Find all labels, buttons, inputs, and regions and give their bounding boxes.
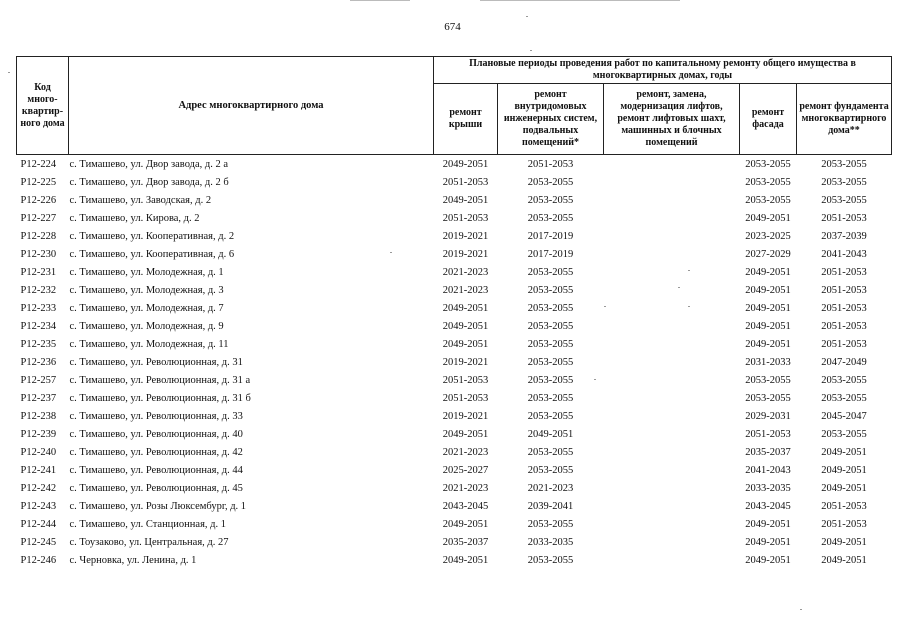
cell-address: с. Тимашево, ул. Революционная, д. 42: [69, 446, 243, 458]
cell-facade: 2049-2051: [745, 266, 791, 278]
cell-foundation: 2053-2055: [821, 176, 867, 188]
cell-address: с. Тимашево, ул. Революционная, д. 31: [69, 356, 243, 368]
cell-lifts: [604, 407, 740, 425]
cell-lifts: [604, 263, 740, 281]
cell-foundation: 2051-2053: [821, 338, 867, 350]
header-planned-periods: Плановые периоды проведения работ по капитальному ремонту общего имущества в многоквартирных домах, годы: [434, 57, 892, 84]
cell-roof: 2043-2045: [442, 500, 489, 512]
cell-address: с. Тимашево, ул. Двор завода, д. 2 а: [69, 158, 229, 170]
cell-code: Р12-228: [20, 230, 57, 242]
cell-address: с. Тимашево, ул. Молодежная, д. 3: [69, 284, 224, 296]
cell-code: Р12-232: [20, 284, 57, 296]
table-row: [17, 209, 892, 227]
scan-speck: [678, 287, 680, 288]
table-row: [17, 191, 892, 209]
cell-foundation: 2053-2055: [821, 374, 867, 386]
cell-roof: 2035-2037: [442, 536, 489, 548]
cell-foundation: 2053-2055: [821, 428, 867, 440]
table-row: [17, 317, 892, 335]
cell-systems: 2017-2019: [527, 230, 574, 242]
cell-systems: 2051-2053: [527, 158, 574, 170]
cell-foundation: 2049-2051: [821, 446, 867, 458]
cell-lifts: [604, 461, 740, 479]
table-row: [17, 353, 892, 371]
cell-systems: 2053-2055: [527, 356, 574, 368]
scan-edge-line-right: [480, 0, 680, 1]
cell-address: с. Тимашево, ул. Революционная, д. 31 а: [69, 374, 251, 386]
cell-systems: 2053-2055: [527, 302, 574, 314]
cell-foundation: 2053-2055: [821, 194, 867, 206]
cell-facade: 2027-2029: [745, 248, 791, 260]
cell-facade: 2029-2031: [745, 410, 791, 422]
header-house-code: Код много-квартир-ного дома: [17, 57, 69, 155]
cell-facade: 2053-2055: [745, 392, 791, 404]
scan-speck: [530, 50, 532, 51]
cell-roof: 2019-2021: [442, 248, 489, 260]
cell-facade: 2051-2053: [745, 428, 791, 440]
scan-speck: [604, 306, 606, 307]
cell-roof: 2021-2023: [442, 446, 489, 458]
capital-repair-schedule-table: [16, 56, 892, 569]
cell-facade: 2053-2055: [745, 176, 791, 188]
cell-facade: 2033-2035: [745, 482, 791, 494]
cell-foundation: 2049-2051: [821, 554, 867, 566]
cell-facade: 2023-2025: [745, 230, 791, 242]
cell-address: с. Тимашево, ул. Революционная, д. 40: [69, 428, 243, 440]
header-lifts-repair: ремонт, замена, модернизация лифтов, ремонт лифтовых шахт, машинных и блочных помещений: [604, 84, 740, 155]
table-row: [17, 389, 892, 407]
cell-code: Р12-239: [20, 428, 57, 440]
scan-speck: [8, 72, 10, 73]
cell-roof: 2019-2021: [442, 410, 489, 422]
cell-address: с. Тимашево, ул. Кооперативная, д. 6: [69, 248, 235, 260]
cell-lifts: [604, 173, 740, 191]
scan-speck: [390, 252, 392, 253]
cell-systems: 2053-2055: [527, 554, 574, 566]
cell-roof: 2049-2051: [442, 518, 489, 530]
header-roof-repair: ремонт крыши: [434, 84, 498, 155]
cell-code: Р12-236: [20, 356, 57, 368]
cell-lifts: [604, 227, 740, 245]
cell-facade: 2049-2051: [745, 338, 791, 350]
cell-systems: 2053-2055: [527, 518, 574, 530]
cell-lifts: [604, 479, 740, 497]
cell-code: Р12-240: [20, 446, 57, 458]
table-row: [17, 425, 892, 443]
cell-roof: 2019-2021: [442, 356, 489, 368]
cell-code: Р12-233: [20, 302, 57, 314]
cell-roof: 2051-2053: [442, 212, 489, 224]
cell-code: Р12-243: [20, 500, 57, 512]
cell-facade: 2049-2051: [745, 320, 791, 332]
table-row: [17, 263, 892, 281]
scan-edge-line-left: [350, 0, 410, 1]
cell-lifts: [604, 443, 740, 461]
cell-address: с. Тимашево, ул. Розы Люксембург, д. 1: [69, 500, 247, 512]
cell-code: Р12-244: [20, 518, 57, 530]
cell-facade: 2053-2055: [745, 194, 791, 206]
cell-foundation: 2051-2053: [821, 500, 867, 512]
cell-facade: 2049-2051: [745, 302, 791, 314]
table-row: [17, 299, 892, 317]
cell-facade: 2053-2055: [745, 374, 791, 386]
cell-systems: 2053-2055: [527, 194, 574, 206]
cell-address: с. Тимашево, ул. Заводская, д. 2: [69, 194, 212, 206]
table-row: [17, 335, 892, 353]
cell-systems: 2053-2055: [527, 212, 574, 224]
cell-systems: 2053-2055: [527, 284, 574, 296]
cell-code: Р12-238: [20, 410, 57, 422]
cell-systems: 2017-2019: [527, 248, 574, 260]
cell-code: Р12-242: [20, 482, 57, 494]
cell-address: с. Тимашево, ул. Молодежная, д. 1: [69, 266, 224, 278]
scan-speck: [800, 609, 802, 610]
cell-address: с. Тимашево, ул. Революционная, д. 45: [69, 482, 243, 494]
cell-systems: 2053-2055: [527, 374, 574, 386]
header-systems-repair: ремонт внутридомовых инженерных систем, подвальных помещений*: [498, 84, 604, 155]
cell-foundation: 2045-2047: [821, 410, 867, 422]
cell-lifts: [604, 317, 740, 335]
cell-code: Р12-224: [20, 158, 57, 170]
cell-facade: 2031-2033: [745, 356, 791, 368]
cell-systems: 2053-2055: [527, 266, 574, 278]
cell-code: Р12-241: [20, 464, 57, 476]
table-row: [17, 479, 892, 497]
cell-facade: 2043-2045: [745, 500, 791, 512]
cell-foundation: 2051-2053: [821, 266, 867, 278]
cell-roof: 2051-2053: [442, 392, 489, 404]
cell-lifts: [604, 155, 740, 174]
cell-address: с. Тимашево, ул. Молодежная, д. 11: [69, 338, 229, 350]
cell-roof: 2021-2023: [442, 284, 489, 296]
cell-roof: 2049-2051: [442, 302, 489, 314]
cell-roof: 2049-2051: [442, 194, 489, 206]
cell-facade: 2049-2051: [745, 518, 791, 530]
cell-foundation: 2047-2049: [821, 356, 867, 368]
cell-lifts: [604, 425, 740, 443]
cell-facade: 2049-2051: [745, 212, 791, 224]
cell-lifts: [604, 515, 740, 533]
table-row: [17, 173, 892, 191]
cell-lifts: [604, 281, 740, 299]
cell-foundation: 2049-2051: [821, 464, 867, 476]
cell-code: Р12-231: [20, 266, 57, 278]
table-row: [17, 245, 892, 263]
cell-foundation: 2051-2053: [821, 320, 867, 332]
table-row: [17, 551, 892, 569]
cell-foundation: 2053-2055: [821, 158, 867, 170]
cell-facade: 2049-2051: [745, 536, 791, 548]
cell-roof: 2025-2027: [442, 464, 489, 476]
cell-systems: 2053-2055: [527, 410, 574, 422]
cell-systems: 2033-2035: [527, 536, 574, 548]
cell-code: Р12-237: [20, 392, 57, 404]
cell-systems: 2039-2041: [527, 500, 574, 512]
cell-facade: 2053-2055: [745, 158, 791, 170]
cell-lifts: [604, 299, 740, 317]
cell-systems: 2053-2055: [527, 320, 574, 332]
header-address: Адрес многоквартирного дома: [69, 57, 434, 155]
cell-roof: 2049-2051: [442, 158, 489, 170]
table-row: [17, 281, 892, 299]
cell-code: Р12-245: [20, 536, 57, 548]
cell-lifts: [604, 497, 740, 515]
table-row: [17, 155, 892, 174]
cell-address: с. Тимашево, ул. Революционная, д. 31 б: [69, 392, 251, 404]
table-body: [17, 155, 892, 570]
cell-code: Р12-234: [20, 320, 57, 332]
cell-systems: 2053-2055: [527, 338, 574, 350]
cell-roof: 2049-2051: [442, 554, 489, 566]
cell-roof: 2051-2053: [442, 176, 489, 188]
cell-address: с. Тимашево, ул. Кирова, д. 2: [69, 212, 200, 224]
header-foundation-repair: ремонт фундамента многоквартирного дома**: [797, 84, 892, 155]
scan-speck: [688, 270, 690, 271]
cell-lifts: [604, 551, 740, 569]
table-row: [17, 371, 892, 389]
cell-roof: 2021-2023: [442, 266, 489, 278]
cell-systems: 2053-2055: [527, 392, 574, 404]
scan-speck: [594, 379, 596, 380]
cell-lifts: [604, 209, 740, 227]
cell-address: с. Тимашево, ул. Революционная, д. 33: [69, 410, 243, 422]
cell-address: с. Тоузаково, ул. Центральная, д. 27: [69, 536, 229, 548]
cell-lifts: [604, 389, 740, 407]
cell-lifts: [604, 245, 740, 263]
cell-facade: 2049-2051: [745, 284, 791, 296]
cell-systems: 2053-2055: [527, 464, 574, 476]
cell-code: Р12-257: [20, 374, 57, 386]
cell-foundation: 2053-2055: [821, 392, 867, 404]
table-row: [17, 533, 892, 551]
cell-address: с. Тимашево, ул. Кооперативная, д. 2: [69, 230, 235, 242]
cell-address: с. Тимашево, ул. Станционная, д. 1: [69, 518, 226, 530]
cell-systems: 2021-2023: [527, 482, 574, 494]
cell-roof: 2021-2023: [442, 482, 489, 494]
cell-facade: 2035-2037: [745, 446, 791, 458]
table-row: [17, 461, 892, 479]
cell-foundation: 2051-2053: [821, 518, 867, 530]
cell-lifts: [604, 191, 740, 209]
cell-address: с. Тимашево, ул. Молодежная, д. 9: [69, 320, 224, 332]
table-row: [17, 443, 892, 461]
cell-code: Р12-227: [20, 212, 57, 224]
cell-foundation: 2041-2043: [821, 248, 867, 260]
cell-address: с. Тимашево, ул. Молодежная, д. 7: [69, 302, 224, 314]
cell-code: Р12-230: [20, 248, 57, 260]
cell-lifts: [604, 335, 740, 353]
cell-systems: 2049-2051: [527, 428, 574, 440]
cell-roof: 2049-2051: [442, 428, 489, 440]
cell-foundation: 2051-2053: [821, 284, 867, 296]
cell-address: с. Тимашево, ул. Революционная, д. 44: [69, 464, 243, 476]
cell-code: Р12-225: [20, 176, 57, 188]
header-facade-repair: ремонт фасада: [740, 84, 797, 155]
cell-roof: 2051-2053: [442, 374, 489, 386]
cell-roof: 2049-2051: [442, 338, 489, 350]
cell-roof: 2019-2021: [442, 230, 489, 242]
cell-code: Р12-246: [20, 554, 57, 566]
cell-lifts: [604, 371, 740, 389]
cell-code: Р12-235: [20, 338, 57, 350]
cell-lifts: [604, 353, 740, 371]
cell-address: с. Черновка, ул. Ленина, д. 1: [69, 554, 197, 566]
scan-speck: [688, 306, 690, 307]
cell-foundation: 2037-2039: [821, 230, 867, 242]
cell-systems: 2053-2055: [527, 446, 574, 458]
table-row: [17, 497, 892, 515]
table-row: [17, 515, 892, 533]
table-row: [17, 227, 892, 245]
cell-foundation: 2049-2051: [821, 482, 867, 494]
cell-foundation: 2051-2053: [821, 212, 867, 224]
cell-facade: 2041-2043: [745, 464, 791, 476]
cell-roof: 2049-2051: [442, 320, 489, 332]
scan-speck: [526, 16, 528, 17]
cell-foundation: 2051-2053: [821, 302, 867, 314]
cell-systems: 2053-2055: [527, 176, 574, 188]
cell-address: с. Тимашево, ул. Двор завода, д. 2 б: [69, 176, 229, 188]
page-number: 674: [444, 21, 461, 33]
cell-foundation: 2049-2051: [821, 536, 867, 548]
cell-facade: 2049-2051: [745, 554, 791, 566]
table-row: [17, 407, 892, 425]
cell-code: Р12-226: [20, 194, 57, 206]
cell-lifts: [604, 533, 740, 551]
